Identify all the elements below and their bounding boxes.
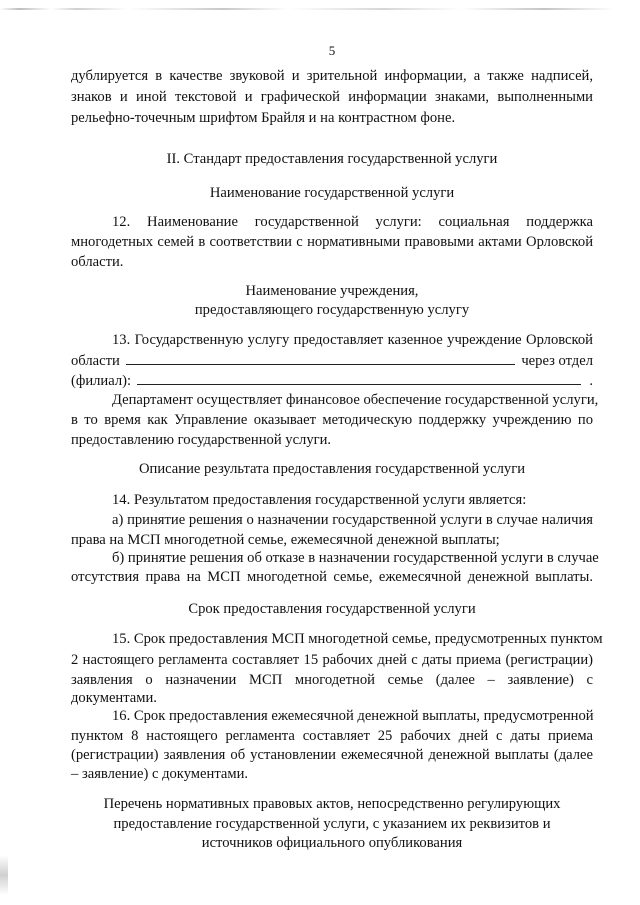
text-line: предоставлению государственной услуги. bbox=[71, 432, 332, 448]
text-line: дублируется в качестве звуковой и зрительной информации, а также надписей, bbox=[71, 68, 593, 84]
text-line: области. bbox=[71, 254, 124, 270]
paragraph-16: 16. Срок предоставления ежемесячной денежной выплаты, предусмотренной bbox=[112, 708, 594, 724]
subsection-heading: Перечень нормативных правовых актов, непосредственно регулирующих bbox=[103, 796, 561, 812]
text-line: документами. bbox=[71, 690, 157, 706]
scan-artifact bbox=[0, 8, 640, 10]
section-heading: II. Стандарт предоставления государственной услуги bbox=[166, 151, 498, 167]
text-line: заявления о назначении МСП многодетной семье (далее – заявление) с bbox=[71, 672, 593, 688]
text-line: а) принятие решения о назначении государственной услуги в случае наличия bbox=[112, 512, 593, 528]
text-line: рельефно-точечным шрифтом Брайля и на контрастном фоне. bbox=[71, 110, 456, 126]
paragraph-12: 12. Наименование государственной услуги: социальная поддержка bbox=[112, 214, 593, 230]
blank-underline bbox=[137, 370, 581, 385]
text-line: многодетных семей в соответствии с нормативными правовыми актами Орловской bbox=[71, 234, 593, 250]
text-line: б) принятие решения об отказе в назначении государственной услуги в случае bbox=[112, 550, 599, 566]
subsection-heading: Описание результата предоставления государственной услуги bbox=[138, 461, 526, 477]
subsection-heading: Наименование государственной услуги bbox=[209, 185, 455, 201]
text-line: в то время как Управление оказывает методическую поддержку учреждению по bbox=[71, 412, 593, 428]
paragraph-15: 15. Срок предоставления МСП многодетной семье, предусмотренных пунктом bbox=[112, 631, 603, 647]
paragraph-14: 14. Результатом предоставления государственной услуги является: bbox=[112, 492, 527, 508]
page-number: 5 bbox=[328, 43, 336, 58]
form-line-region bbox=[71, 350, 593, 371]
paragraph-13: 13. Государственную услугу предоставляет казенное учреждение Орловской bbox=[112, 332, 593, 348]
text-fragment: области bbox=[71, 353, 120, 369]
form-line-branch bbox=[71, 370, 593, 391]
text-line: 2 настоящего регламента составляет 15 рабочих дней с даты приема (регистрации) bbox=[71, 652, 593, 668]
subsection-heading: предоставляющего государственную услугу bbox=[194, 302, 470, 318]
subsection-heading: предоставление государственной услуги, с указанием их реквизитов и bbox=[113, 816, 551, 832]
text-fragment: (филиал): bbox=[71, 373, 132, 389]
text-line: права на МСП многодетной семье, ежемесячной денежной выплаты; bbox=[71, 532, 500, 548]
blank-underline bbox=[126, 350, 516, 365]
text-line: отсутствия права на МСП многодетной семье, ежемесячной денежной выплаты. bbox=[71, 569, 593, 585]
subsection-heading: источников официального опубликования bbox=[201, 835, 463, 851]
text-fragment: через отдел bbox=[521, 353, 593, 369]
text-line: пунктом 8 настоящего регламента составляет 25 рабочих дней с даты приема bbox=[71, 728, 593, 744]
scan-artifact bbox=[0, 855, 8, 895]
text-line: – заявление) с документами. bbox=[71, 766, 249, 782]
subsection-heading: Срок предоставления государственной услуги bbox=[188, 601, 476, 617]
text-line: Департамент осуществляет финансовое обеспечение государственной услуги, bbox=[112, 392, 599, 408]
text-fragment: . bbox=[589, 373, 593, 389]
text-line: знаков и иной текстовой и графической информации знаками, выполненными bbox=[71, 89, 593, 105]
text-line: (регистрации) заявления об установлении ежемесячной денежной выплаты (далее bbox=[71, 747, 593, 763]
subsection-heading: Наименование учреждения, bbox=[245, 283, 419, 299]
